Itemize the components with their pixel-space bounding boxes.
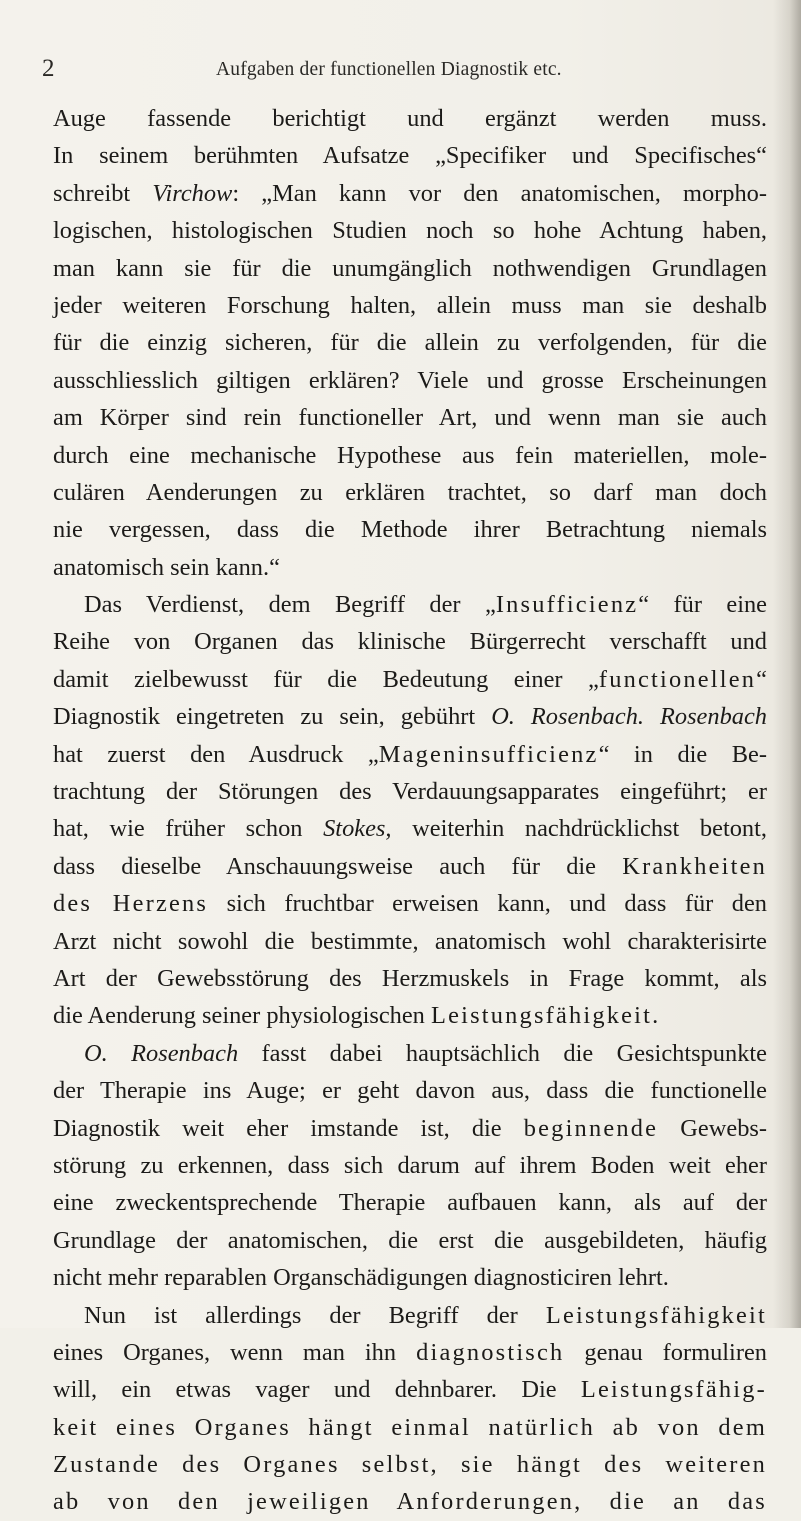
text-line bbox=[53, 175, 767, 212]
text-run: störung zu erkennen, dass sich darum auf ihrem Boden weit eher bbox=[53, 1151, 767, 1179]
italic-text: Stokes, bbox=[323, 815, 392, 843]
text-run: schreibt bbox=[53, 179, 153, 207]
text-line bbox=[53, 848, 767, 885]
text-run: die Aenderung seiner physiologischen bbox=[53, 1002, 431, 1030]
text-run: für die einzig sicheren, für die allein zu verfolgenden, für die bbox=[53, 329, 767, 357]
text-run: logischen, histologischen Studien noch so hohe Achtung haben, bbox=[53, 217, 767, 245]
text-run: In seinem berühmten Aufsatze „Specifiker und Specifisches“ bbox=[53, 142, 767, 170]
spaced-emphasis-text: Zustande des Organes selbst, sie hängt des weiteren bbox=[53, 1451, 767, 1479]
running-head: Aufgaben der functionellen Diagnostik etc. bbox=[216, 59, 562, 80]
text-line bbox=[53, 1334, 767, 1371]
spaced-emphasis-text: diagnostisch bbox=[416, 1338, 565, 1366]
spaced-emphasis-text: keit eines Organes hängt einmal natürlich ab von dem bbox=[53, 1413, 767, 1441]
italic-text: Virchow bbox=[152, 179, 233, 207]
text-run: der Therapie ins Auge; er geht davon aus, dass die functionelle bbox=[53, 1077, 767, 1105]
text-run: Reihe von Organen das klinische Bürgerrecht verschafft und bbox=[53, 628, 767, 656]
text-line bbox=[53, 586, 767, 623]
text-line bbox=[53, 1297, 767, 1334]
text-line bbox=[53, 437, 767, 474]
spaced-emphasis-text: beginnende bbox=[523, 1114, 659, 1142]
text-run: damit zielbewusst für die Bedeutung einer „ bbox=[53, 665, 599, 693]
page-edge-shadow bbox=[773, 0, 801, 1328]
text-run: fasst dabei hauptsächlich die Gesichtspunkte bbox=[238, 1039, 767, 1067]
spaced-emphasis-text: Leistungsfähigkeit bbox=[545, 1301, 767, 1329]
text-line bbox=[53, 885, 767, 922]
text-line bbox=[53, 1371, 767, 1408]
text-run: “ bbox=[756, 665, 767, 693]
italic-text: O. Rosenbach. Rosenbach bbox=[491, 703, 767, 731]
spaced-emphasis-text: functionellen bbox=[598, 665, 757, 693]
text-line bbox=[53, 287, 767, 324]
text-line bbox=[53, 100, 767, 137]
text-run: dass dieselbe Anschauungsweise auch für die bbox=[53, 852, 623, 880]
text-run: weiterhin nachdrücklichst betont, bbox=[391, 815, 767, 843]
text-run: durch eine mechanische Hypothese aus fein materiellen, mole- bbox=[53, 441, 767, 469]
text-line bbox=[53, 1409, 767, 1446]
text-line bbox=[53, 1035, 767, 1072]
text-line bbox=[53, 511, 767, 548]
text-line bbox=[53, 997, 767, 1034]
text-line bbox=[53, 212, 767, 249]
spaced-emphasis-text: Krankheiten bbox=[622, 852, 767, 880]
text-line bbox=[53, 960, 767, 997]
text-run: Arzt nicht sowohl die bestimmte, anatomisch wohl charakterisirte bbox=[53, 927, 767, 955]
text-run: eine zweckentsprechende Therapie aufbauen kann, als auf der bbox=[53, 1189, 767, 1217]
text-line bbox=[53, 1147, 767, 1184]
page-header bbox=[0, 54, 801, 84]
text-line bbox=[53, 362, 767, 399]
text-run: Nun ist allerdings der Begriff der bbox=[84, 1301, 546, 1329]
body-text bbox=[53, 100, 767, 1521]
text-run: Art der Gewebsstörung des Herzmuskels in Frage kommt, als bbox=[53, 964, 767, 992]
text-line bbox=[53, 324, 767, 361]
italic-text: O. Rosenbach bbox=[84, 1039, 239, 1067]
text-line bbox=[53, 1184, 767, 1221]
text-line bbox=[53, 1110, 767, 1147]
text-line bbox=[53, 623, 767, 660]
text-run: sich fruchtbar erweisen kann, und dass für den bbox=[208, 890, 767, 918]
spaced-emphasis-text: Leistungsfähigkeit bbox=[430, 1002, 653, 1030]
text-run: nie vergessen, dass die Methode ihrer Betrachtung niemals bbox=[53, 516, 767, 544]
spaced-emphasis-text: Leistungsfähig- bbox=[580, 1376, 767, 1404]
text-run: Das Verdienst, dem Begriff der „ bbox=[84, 591, 496, 619]
text-line bbox=[53, 736, 767, 773]
text-run: “ für eine bbox=[638, 591, 767, 619]
text-run: Diagnostik weit eher imstande ist, die bbox=[53, 1114, 524, 1142]
text-line bbox=[53, 1222, 767, 1259]
text-run: eines Organes, wenn man ihn bbox=[53, 1338, 417, 1366]
text-line bbox=[53, 773, 767, 810]
text-run: am Körper sind rein functioneller Art, und wenn man sie auch bbox=[53, 404, 767, 432]
spaced-emphasis-text: Insufficienz bbox=[495, 591, 639, 619]
text-run: Grundlage der anatomischen, die erst die ausgebildeten, häufig bbox=[53, 1226, 767, 1254]
text-line bbox=[53, 1259, 767, 1296]
text-run: culären Aenderungen zu erklären trachtet, so darf man doch bbox=[53, 478, 767, 506]
text-run: jeder weiteren Forschung halten, allein muss man sie deshalb bbox=[53, 291, 767, 319]
text-run: nicht mehr reparablen Organschädigungen diagnosticiren lehrt. bbox=[53, 1264, 669, 1292]
text-run: Diagnostik eingetreten zu sein, gebührt bbox=[53, 703, 492, 731]
text-line bbox=[53, 1446, 767, 1483]
text-line bbox=[53, 549, 767, 586]
text-run: genau formuliren bbox=[564, 1338, 767, 1366]
text-line bbox=[53, 250, 767, 287]
text-line bbox=[53, 1072, 767, 1109]
text-line bbox=[53, 474, 767, 511]
text-line bbox=[53, 137, 767, 174]
spaced-emphasis-text: Mageninsufficienz bbox=[378, 740, 599, 768]
text-run: anatomisch sein kann.“ bbox=[53, 553, 280, 581]
text-run: man kann sie für die unumgänglich nothwendigen Grundlagen bbox=[53, 254, 767, 282]
text-run: . bbox=[652, 1002, 659, 1030]
text-run: trachtung der Störungen des Verdauungsapparates eingeführt; er bbox=[53, 778, 767, 806]
text-run: will, ein etwas vager und dehnbarer. Die bbox=[53, 1376, 581, 1404]
text-run: Auge fassende berichtigt und ergänzt werden muss. bbox=[53, 105, 767, 132]
text-line bbox=[53, 661, 767, 698]
text-run: “ in die Be- bbox=[598, 740, 767, 768]
text-run: hat, wie früher schon bbox=[53, 815, 324, 843]
text-line bbox=[53, 1483, 767, 1520]
spaced-emphasis-text: ab von den jeweiligen Anforderungen, die an das bbox=[53, 1488, 767, 1516]
text-line bbox=[53, 698, 767, 735]
page-number: 2 bbox=[42, 55, 55, 82]
text-line bbox=[53, 399, 767, 436]
text-run: ausschliesslich giltigen erklären? Viele und grosse Erscheinungen bbox=[53, 366, 767, 394]
spaced-emphasis-text: des Herzens bbox=[53, 890, 209, 918]
text-run: : „Man kann vor den anatomischen, morpho- bbox=[232, 179, 768, 207]
text-line bbox=[53, 810, 767, 847]
text-line bbox=[53, 923, 767, 960]
text-run: hat zuerst den Ausdruck „ bbox=[53, 740, 379, 768]
text-run: Gewebs- bbox=[658, 1114, 767, 1142]
